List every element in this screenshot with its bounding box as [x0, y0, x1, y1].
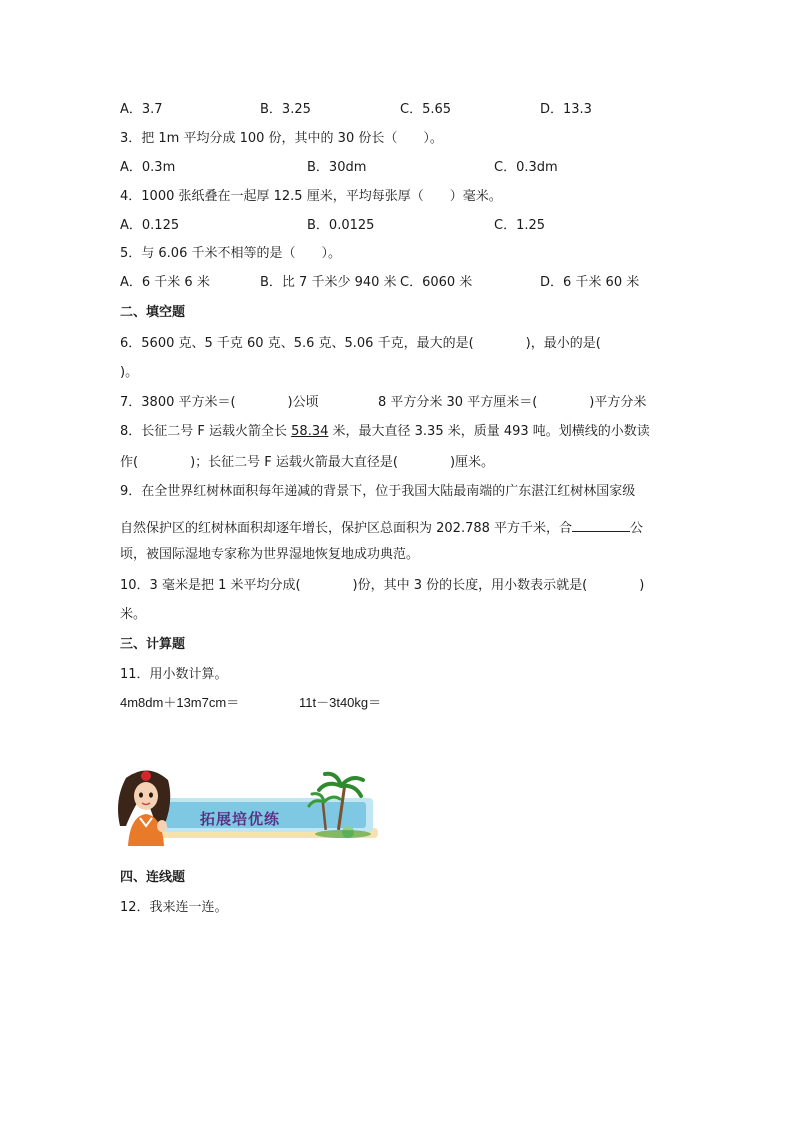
q4-option-b: B．0.0125 — [307, 218, 375, 233]
question-9-line2-text: 自然保护区的红树林面积却逐年增长，保护区总面积为 202.788 平方千米，合 — [120, 521, 573, 536]
question-10-line1: 10．3 毫米是把 1 米平均分成( )份，其中 3 份的长度，用小数表示就是( ) — [120, 578, 645, 593]
question-8-post: 米，最大直径 3.35 米，质量 493 吨。划横线的小数读 — [328, 424, 650, 439]
q3-option-c: C．0.3dm — [494, 160, 558, 175]
question-9-line3: 顷，被国际湿地专家称为世界湿地恢复地成功典范。 — [120, 547, 420, 562]
question-11: 11．用小数计算。 — [120, 667, 228, 682]
question-8-line1 — [120, 424, 650, 440]
question-4: 4．1000 张纸叠在一起厚 12.5 厘米，平均每张厚（ ）毫米。 — [120, 189, 502, 204]
q2-option-a: A．3.7 — [120, 102, 163, 117]
island-icon — [315, 830, 371, 838]
question-9-line1: 9．在全世界红树林面积每年递减的背景下，位于我国大陆最南端的广东湛江红树林国家级 — [120, 484, 636, 499]
question-5: 5．与 6.06 千米不相等的是（ ）。 — [120, 246, 341, 261]
q2-option-c: C．5.65 — [400, 102, 452, 117]
answer-blank[interactable] — [572, 519, 630, 532]
q3-option-b: B．30dm — [307, 160, 367, 175]
q2-option-d: D．13.3 — [540, 102, 592, 117]
question-9-line2 — [120, 519, 643, 537]
q5-option-d: D．6 千米 60 米 — [540, 275, 640, 290]
section-heading-calculation: 三、计算题 — [120, 637, 186, 652]
question-6-line2: )。 — [120, 365, 139, 380]
question-10-line2: 米。 — [120, 607, 147, 622]
q4-option-c: C．1.25 — [494, 218, 546, 233]
q5-option-b: B．比 7 千米少 940 米 — [260, 275, 397, 290]
banner-title: 拓展培优练 — [200, 810, 281, 828]
question-12: 12．我来连一连。 — [120, 900, 228, 915]
question-9-line2-unit: 公 — [630, 521, 644, 536]
girl-illustration — [118, 770, 170, 846]
question-6-line1: 6．5600 克、5 千克 60 克、5.6 克、5.06 千克，最大的是( )，最小的是( — [120, 336, 601, 351]
section-heading-fill-blank: 二、填空题 — [120, 305, 186, 320]
q4-option-a: A．0.125 — [120, 218, 180, 233]
question-8-pre: 8．长征二号 F 运载火箭全长 — [120, 424, 292, 439]
q5-option-c: C．6060 米 — [400, 275, 473, 290]
calc-expression-2: 11t－3t40kg＝ — [299, 695, 382, 710]
question-7-part1: 7．3800 平方米＝( )公顷 — [120, 395, 319, 410]
question-8-line2: 作( )；长征二号 F 运载火箭最大直径是( )厘米。 — [120, 455, 495, 470]
calc-expression-1: 4m8dm＋13m7cm＝ — [120, 695, 240, 710]
question-7-part2: 8 平方分米 30 平方厘米＝( )平方分米 — [378, 395, 647, 410]
underlined-decimal: 58.34 — [291, 424, 329, 439]
question-3: 3．把 1m 平均分成 100 份，其中的 30 份长（ ）。 — [120, 131, 443, 146]
banner-illustration — [118, 768, 380, 846]
extension-practice-banner — [118, 768, 380, 846]
q5-option-a: A．6 千米 6 米 — [120, 275, 210, 290]
q3-option-a: A．0.3m — [120, 160, 176, 175]
section-heading-matching: 四、连线题 — [120, 870, 186, 885]
q2-option-b: B．3.25 — [260, 102, 311, 117]
